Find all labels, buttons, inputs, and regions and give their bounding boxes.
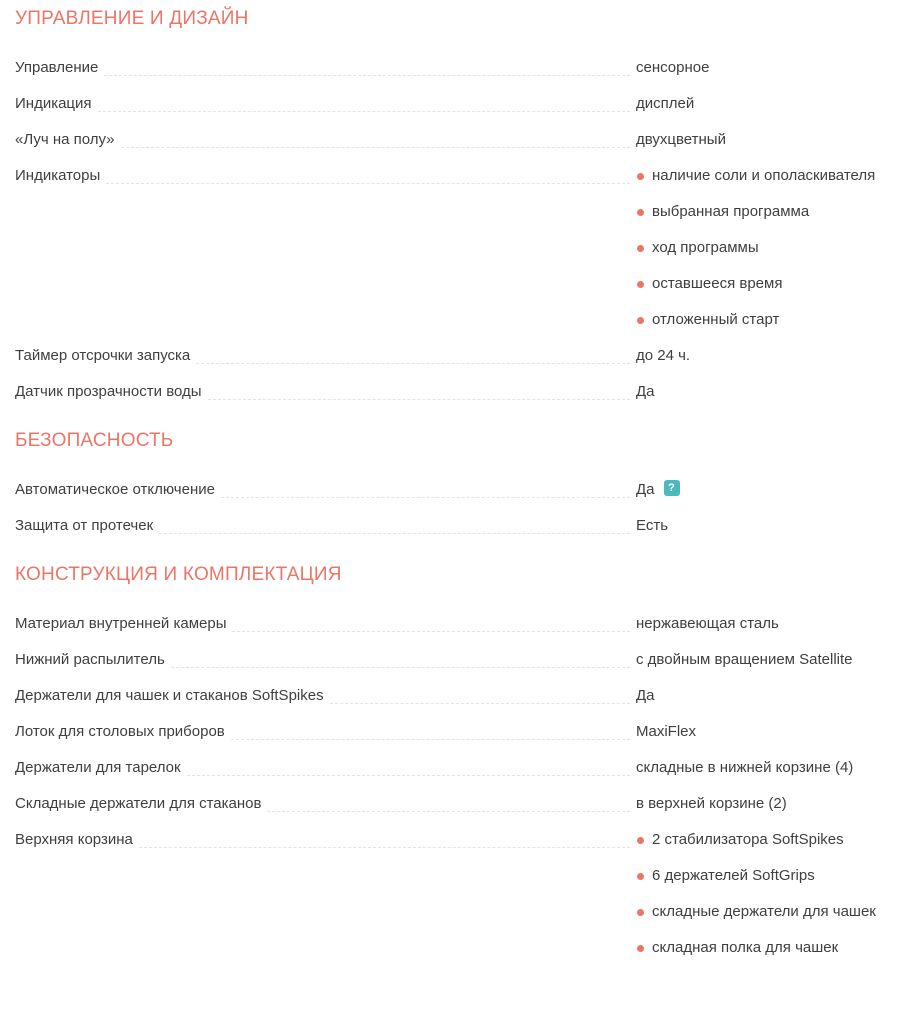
spec-value-text: с двойным вращением Satellite <box>636 651 853 668</box>
spec-value-text: складная полка для чашек <box>652 939 839 956</box>
spec-label: Датчик прозрачности воды <box>15 383 202 400</box>
spec-value <box>636 722 886 742</box>
spec-value-text: нержавеющая сталь <box>636 615 779 632</box>
section-heading: УПРАВЛЕНИЕ И ДИЗАЙН <box>15 8 249 29</box>
dotted-leader <box>196 346 630 364</box>
spec-value-text: 6 держателей SoftGrips <box>652 867 815 884</box>
spec-value <box>636 686 886 706</box>
bullet-icon <box>637 245 644 252</box>
spec-row <box>15 346 886 366</box>
spec-label: Держатели для тарелок <box>15 759 181 776</box>
spec-value-text: наличие соли и ополаскивателя <box>652 167 876 184</box>
spec-row <box>15 758 886 778</box>
spec-row <box>15 794 886 814</box>
spec-label: Индикаторы <box>15 167 101 184</box>
section-control-design <box>15 8 886 402</box>
spec-value <box>636 166 886 330</box>
spec-value-text: Да <box>636 481 655 498</box>
bullet-icon <box>637 317 644 324</box>
dotted-leader <box>98 94 630 112</box>
help-icon[interactable]: ? <box>664 480 680 496</box>
bullet-icon <box>637 909 644 916</box>
spec-value-text: складные держатели для чашек <box>652 903 876 920</box>
spec-label: Лоток для столовых приборов <box>15 723 225 740</box>
spec-row <box>15 614 886 634</box>
dotted-leader <box>171 650 630 668</box>
spec-label: Защита от протечек <box>15 517 154 534</box>
spec-row <box>15 722 886 742</box>
spec-value-text: Да <box>636 687 655 704</box>
section-heading: КОНСТРУКЦИЯ И КОМПЛЕКТАЦИЯ <box>15 564 342 585</box>
spec-value-text: до 24 ч. <box>636 347 691 364</box>
spec-row <box>15 650 886 670</box>
spec-label: Управление <box>15 59 99 76</box>
spec-value <box>636 614 886 634</box>
dotted-leader <box>106 166 630 184</box>
spec-value-text: MaxiFlex <box>636 723 697 740</box>
spec-value-text: Да <box>636 383 655 400</box>
dotted-leader <box>139 830 630 848</box>
dotted-leader <box>231 722 630 740</box>
spec-value <box>636 516 886 536</box>
spec-value-text: Есть <box>636 517 669 534</box>
dotted-leader <box>208 382 630 400</box>
spec-value <box>636 830 886 958</box>
bullet-icon <box>637 873 644 880</box>
spec-value <box>636 130 886 150</box>
spec-row <box>15 166 886 330</box>
section-construction <box>15 564 886 958</box>
spec-value-text: выбранная программа <box>652 203 810 220</box>
spec-label: Материал внутренней камеры <box>15 615 227 632</box>
spec-row <box>15 58 886 78</box>
dotted-leader <box>121 130 630 148</box>
dotted-leader <box>187 758 630 776</box>
spec-value-text: 2 стабилизатора SoftSpikes <box>652 831 844 848</box>
spec-value <box>636 94 886 114</box>
spec-value-text: сенсорное <box>636 59 710 76</box>
spec-label: Таймер отсрочки запуска <box>15 347 191 364</box>
spec-label: Индикация <box>15 95 92 112</box>
spec-label: Верхняя корзина <box>15 831 133 848</box>
spec-row <box>15 94 886 114</box>
bullet-icon <box>637 281 644 288</box>
spec-value-text: в верхней корзине (2) <box>636 795 787 812</box>
spec-value-text: оставшееся время <box>652 275 783 292</box>
spec-value <box>636 346 886 366</box>
spec-label: Нижний распылитель <box>15 651 165 668</box>
dotted-leader <box>330 686 630 704</box>
bullet-icon <box>637 945 644 952</box>
spec-row <box>15 480 886 500</box>
dotted-leader <box>267 794 630 812</box>
spec-row <box>15 830 886 958</box>
bullet-icon <box>637 837 644 844</box>
spec-value-text: двухцветный <box>636 131 726 148</box>
spec-value-text: дисплей <box>636 95 695 112</box>
spec-label: Автоматическое отключение <box>15 481 215 498</box>
spec-row <box>15 130 886 150</box>
spec-value <box>636 382 886 402</box>
dotted-leader <box>221 480 630 498</box>
spec-label: Складные держатели для стаканов <box>15 795 262 812</box>
spec-value <box>636 58 886 78</box>
spec-value-text: отложенный старт <box>652 311 780 328</box>
spec-value <box>636 758 886 778</box>
dotted-leader <box>232 614 630 632</box>
bullet-icon <box>637 173 644 180</box>
spec-value <box>636 650 886 670</box>
spec-value <box>636 794 886 814</box>
spec-row <box>15 382 886 402</box>
spec-row <box>15 516 886 536</box>
spec-value <box>636 480 886 500</box>
dotted-leader <box>159 516 630 534</box>
section-safety <box>15 430 886 536</box>
dotted-leader <box>104 58 630 76</box>
spec-value-text: складные в нижней корзине (4) <box>636 759 854 776</box>
section-heading: БЕЗОПАСНОСТЬ <box>15 430 174 451</box>
spec-row <box>15 686 886 706</box>
spec-value-text: ход программы <box>652 239 759 256</box>
spec-label: «Луч на полу» <box>15 131 115 148</box>
bullet-icon <box>637 209 644 216</box>
spec-label: Держатели для чашек и стаканов SoftSpikes <box>15 687 324 704</box>
